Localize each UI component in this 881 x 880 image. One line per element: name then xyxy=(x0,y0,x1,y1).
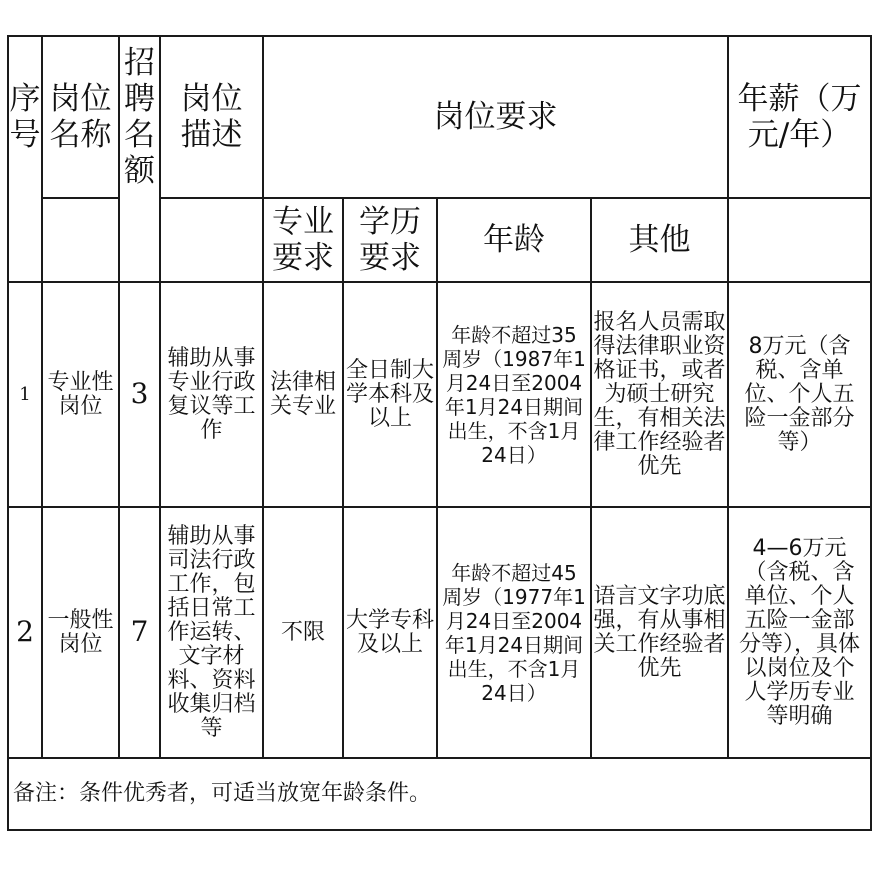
row2-education: 大学专科及以上 xyxy=(346,607,435,657)
header-requirements: 岗位要求 xyxy=(433,99,558,135)
header-education: 学历要求 xyxy=(359,204,421,276)
row1-position-name: 专业性岗位 xyxy=(47,369,114,419)
header-other: 其他 xyxy=(628,222,691,258)
header-position-name: 岗位名称 xyxy=(49,81,112,153)
row1-education: 全日制大学本科及以上 xyxy=(345,357,434,431)
row2-age: 年龄不超过45周岁（1977年1月24日至2004年1月24日期间出生，不含1月24日） xyxy=(442,560,586,705)
row2-seq: 2 xyxy=(16,615,34,649)
row1-salary: 8万元（含税、含单位、个人五险一金部分等） xyxy=(744,333,855,455)
row1-seq: 1 xyxy=(19,383,31,405)
row1-major: 法律相关专业 xyxy=(269,369,336,419)
grid-line xyxy=(41,197,118,199)
row1-other: 报名人员需取得法律职业资格证书，或者为硕士研究生，有相关法律工作经验者优先 xyxy=(593,309,726,479)
grid-line xyxy=(7,829,872,831)
row2-other: 语言文字功底强，有从事相关工作经验者优先 xyxy=(593,583,726,681)
header-age: 年龄 xyxy=(483,222,545,258)
row1-quota: 3 xyxy=(130,377,149,411)
row1-description: 辅助从事专业行政复议等工作 xyxy=(167,345,256,443)
row2-major: 不限 xyxy=(280,619,325,645)
header-major: 专业要求 xyxy=(272,204,334,276)
row2-position-name: 一般性岗位 xyxy=(47,607,114,657)
recruitment-table xyxy=(7,35,872,831)
row2-salary: 4—6万元（含税、含单位、个人五险一金部分等），具体以岗位及个人学历专业等明确 xyxy=(738,535,860,729)
row2-description: 辅助从事司法行政工作，包括日常工作运转、文字材料、资料收集归档等 xyxy=(167,523,256,741)
grid-line xyxy=(870,35,872,831)
grid-line xyxy=(159,197,262,199)
row2-quota: 7 xyxy=(130,615,149,649)
header-quota: 招聘名额 xyxy=(124,45,155,189)
header-salary: 年薪（万元/年） xyxy=(737,81,862,153)
header-description: 岗位描述 xyxy=(180,81,243,153)
table-note: 备注：条件优秀者，可适当放宽年龄条件。 xyxy=(13,781,432,807)
header-seq: 序号 xyxy=(9,81,41,153)
grid-line xyxy=(727,197,872,199)
row1-age: 年龄不超过35周岁（1987年1月24日至2004年1月24日期间出生，不含1月24日） xyxy=(442,322,586,467)
